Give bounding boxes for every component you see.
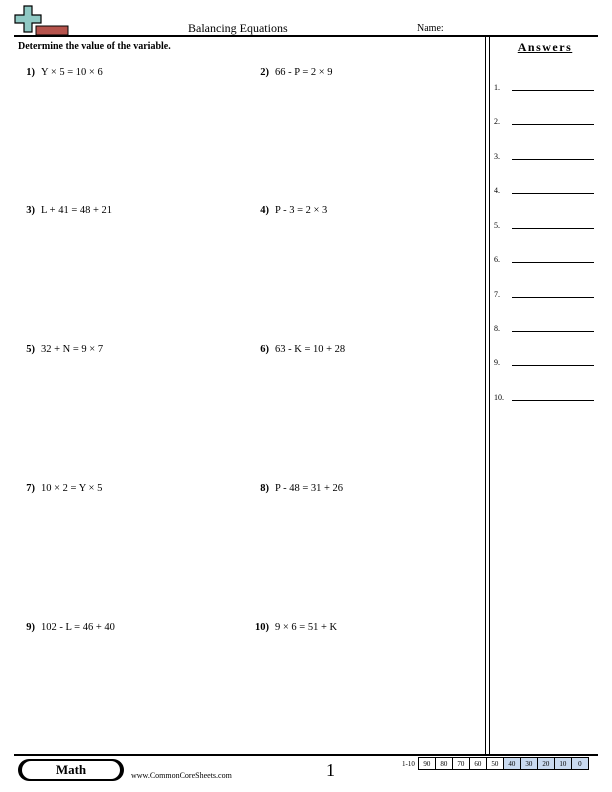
problem-8 — [248, 483, 343, 494]
answer-row-3[interactable] — [494, 149, 596, 161]
answer-label: 2. — [494, 117, 500, 126]
answer-label: 6. — [494, 255, 500, 264]
answer-row-7[interactable] — [494, 287, 596, 299]
column-divider — [485, 36, 486, 754]
answer-row-8[interactable] — [494, 321, 596, 333]
answers-title: Answers — [517, 40, 573, 54]
problem-number: 1) — [26, 67, 35, 78]
problem-number: 7) — [26, 483, 35, 494]
answer-row-5[interactable] — [494, 218, 596, 230]
problem-number: 6) — [260, 344, 269, 355]
answer-line[interactable] — [512, 262, 594, 263]
problem-number: 2) — [260, 67, 269, 78]
score-cell: 60 — [469, 758, 486, 770]
answer-line[interactable] — [512, 124, 594, 125]
answer-label: 4. — [494, 186, 500, 195]
problem-3 — [14, 205, 112, 216]
score-cell: 20 — [537, 758, 554, 770]
answer-row-4[interactable] — [494, 183, 596, 195]
answer-line[interactable] — [512, 193, 594, 194]
answer-row-1[interactable] — [494, 80, 596, 92]
problem-equation: 32 + N = 9 × 7 — [41, 344, 104, 355]
answer-row-10[interactable] — [494, 390, 596, 402]
answer-row-9[interactable] — [494, 355, 596, 367]
answer-line[interactable] — [512, 159, 594, 160]
math-badge — [18, 759, 124, 781]
problem-equation: P - 3 = 2 × 3 — [275, 205, 328, 216]
problem-equation: P - 48 = 31 + 26 — [275, 483, 344, 494]
answer-row-2[interactable] — [494, 114, 596, 126]
website-link[interactable]: www.CommonCoreSheets.com — [131, 771, 232, 780]
problem-number: 5) — [26, 344, 35, 355]
answer-line[interactable] — [512, 90, 594, 91]
problem-equation: 9 × 6 = 51 + K — [275, 622, 338, 633]
problem-equation: 102 - L = 46 + 40 — [41, 622, 115, 633]
answer-label: 1. — [494, 83, 500, 92]
header-rule — [14, 35, 598, 37]
answer-label: 9. — [494, 358, 500, 367]
plus-minus-logo-icon — [14, 4, 70, 36]
problem-number: 9) — [26, 622, 35, 633]
problem-number: 8) — [260, 483, 269, 494]
problem-number: 10) — [255, 622, 269, 633]
score-cell: 70 — [452, 758, 469, 770]
instructions: Determine the value of the variable. — [18, 41, 171, 52]
score-cell: 50 — [486, 758, 503, 770]
problem-5 — [14, 344, 103, 355]
answer-line[interactable] — [512, 331, 594, 332]
worksheet-title: Balancing Equations — [188, 21, 288, 35]
problem-10 — [248, 622, 337, 633]
answer-row-6[interactable] — [494, 252, 596, 264]
problem-equation: L + 41 = 48 + 21 — [41, 205, 113, 216]
problem-equation: 66 - P = 2 × 9 — [275, 67, 333, 78]
answer-label: 10. — [494, 393, 504, 402]
answer-label: 8. — [494, 324, 500, 333]
score-cell: 10 — [554, 758, 571, 770]
score-cell: 80 — [435, 758, 452, 770]
answer-line[interactable] — [512, 228, 594, 229]
answer-line[interactable] — [512, 400, 594, 401]
score-cell: 30 — [520, 758, 537, 770]
problem-number: 3) — [26, 205, 35, 216]
problem-number: 4) — [260, 205, 269, 216]
answer-label: 3. — [494, 152, 500, 161]
score-table — [400, 757, 589, 770]
answer-line[interactable] — [512, 365, 594, 366]
problem-6 — [248, 344, 345, 355]
problem-4 — [248, 205, 327, 216]
problem-equation: Y × 5 = 10 × 6 — [41, 67, 103, 78]
footer-rule — [14, 754, 598, 756]
name-label: Name: — [417, 23, 444, 34]
column-divider — [489, 36, 490, 754]
problem-equation: 10 × 2 = Y × 5 — [41, 483, 103, 494]
score-cell: 90 — [418, 758, 435, 770]
math-badge-label: Math — [22, 761, 120, 779]
problem-7 — [14, 483, 102, 494]
answer-line[interactable] — [512, 297, 594, 298]
problem-1 — [14, 67, 103, 78]
score-cell: 0 — [571, 758, 588, 770]
problem-2 — [248, 67, 333, 78]
problem-equation: 63 - K = 10 + 28 — [275, 344, 346, 355]
problem-9 — [14, 622, 115, 633]
page-number: 1 — [326, 760, 335, 780]
score-cell: 40 — [503, 758, 520, 770]
answer-label: 7. — [494, 290, 500, 299]
answer-label: 5. — [494, 221, 500, 230]
score-range: 1-10 — [402, 759, 415, 768]
